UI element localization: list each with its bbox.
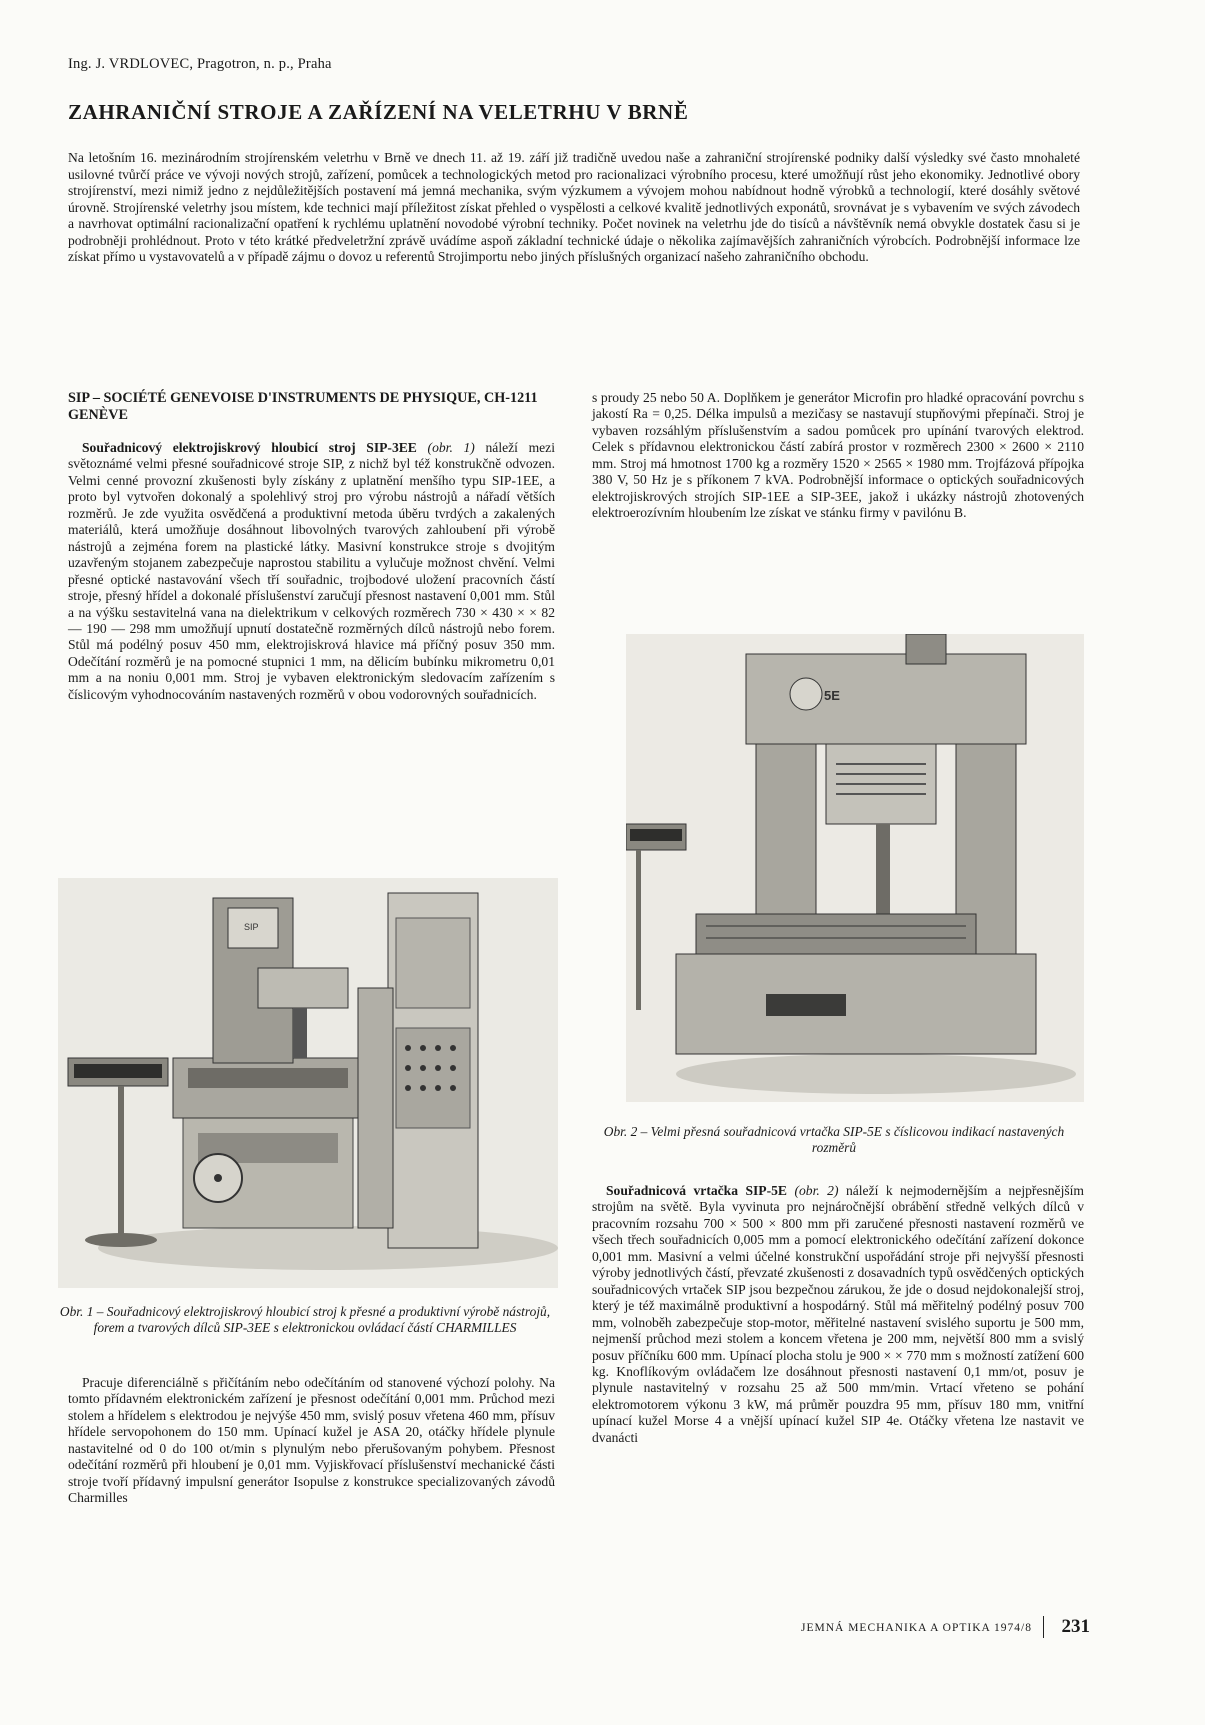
body-sip5e: náleží k nejmodernějším a nejpřesnějším strojům na světě. Byla vyvinuta pro nejnáročnější obrábění středně velkých dílců v pracovním rozsahu 700 × 500 × 800 mm při zaručené přesnosti nastavení rozměrů ve všech třech souřadnicích 0,005 mm a pomocí elektronického odečítání zařízení dokonce 0,001 mm. Masivní a velmi účelné konstrukční uspořádání stroje při nejvyšší přesnosti výroby jednotlivých částí, převzaté zkušenosti z dosavadních typů osvědčených optických souřadnicových vrtaček SIP jsou bezpečnou zárukou, že jde o dosud nejdokonalejší stroj, který je též maximálně produktivní a hospodárný. Stůl má měřitelný podélný posuv 700 mm, volnoběh zabezpečuje stop-motor, měřitelné nastavení svislého suportu je 500 mm, nejmenší průchod mezi stolem a koncem vřetena je 200 mm, největší 800 mm a svislý posuv příčníku 600 mm. Upínací plocha stolu je 900 × × 770 mm s možností zatížení 600 kg. Knoflíkovým ovládačem lze dosáhnout přesnosti nastavení 0,1 mm/ot, posuv je plynule nastavitelný v rozsahu 25 až 500 mm/min. Vrtací vřeteno se pohání elektromotorem výkonu 3 kW, má průměr pouzdra 95 mm, přísuv 180 mm, vnitřní upínací kužel Morse 4 a vnější upínací kužel SIP 4e. Otáčky vřetena lze nastavit ve dvanácti	[592, 1183, 1085, 1445]
figure-2-caption: Obr. 2 – Velmi přesná souřadnicová vrtačka SIP-5E s číslicovou indikací nastavených rozměrů	[603, 1124, 1065, 1155]
machine-sip3ee-illustration	[58, 878, 558, 1288]
right-column-top	[592, 390, 1084, 522]
page-number: 231	[1061, 1616, 1090, 1637]
sip5e-badge-label: 5E	[824, 688, 840, 703]
figure-1-photo	[58, 878, 558, 1288]
body-sip3ee: náleží mezi světoznámé velmi přesné souřadnicové stroje SIP, z nichž byl též konstrukčně odvozen. Velmi cenné provozní zkušenosti byly získány z uplatnění menšího typu SIP-1EE, a proto byl vytvořen dokonalý a spolehlivý stroj pro výrobu nástrojů a nářadí větších rozměrů. Je zde využita osvědčená a produktivní metoda úběru tvrdých a zakalených materiálů, která umožňuje dosáhnout libovolných tvarových zahloubení při výrobě nástrojů a zejména forem na plastické látky. Masivní konstrukce stroje s dvojitým uzavřeným stojanem zabezpečuje naprostou stabilitu a vylučuje možnost chvění. Velmi přesné optické nastavování všech tří souřadnic, trojbodové uložení pracovních částí stroje, přesný hřídel a dokonalé příslušenství zaručují přesnost nastavení 0,001 mm. Stůl a na výšku sestavitelná vana na dielektrikum v celkových rozměrech 730 × 430 × × 82 — 190 — 298 mm umožňují upnutí dostatečně rozměrných dílců nástrojů nebo forem. Stůl má podélný posuv 450 mm, elektrojiskrová hlavice má příčný posuv 350 mm. Odečítání rozměrů je na pomocné stupnici 1 mm, na dělicím bubínku mikrometru 0,01 mm a na noniu 0,001 mm. Stroj je vybaven elektronickým sledovacím zařízením s číslicovým vyhodnocováním nastavených rozměrů v obou vodorovných souřadnicích.	[68, 440, 555, 702]
article-title: ZAHRANIČNÍ STROJE A ZAŘÍZENÍ NA VELETRHU V BRNĚ	[68, 100, 689, 124]
machine-sip5e-illustration	[626, 634, 1084, 1102]
paragraph-sip5e	[592, 1183, 1084, 1446]
lead-sip3ee: Souřadnicový elektrojiskrový hloubicí stroj SIP-3EE	[82, 440, 417, 455]
intro-paragraph: Na letošním 16. mezinárodním strojírenském veletrhu v Brně ve dnech 11. až 19. září již tradičně uvedou naše a zahraniční strojírenské podniky další výsledky své často mnohaleté usilovné tvůrčí práce ve vývoji nových strojů, zařízení, pomůcek a technologických metod pro racionalizaci výrobního procesu, které umožňují růst jeho ekonomiky. Jednotlivé obory strojírenství, mezi nimiž jedno z nejdůležitějších postavení má jemná mechanika, svým výzkumem a vývojem mohou nabídnout hodně výrobků a technologií, které dosáhly světové úrovně. Strojírenské veletrhy jsou místem, kde technici mají příležitost získat přehled o vyspělosti a celkové kvalitě jednotlivých exponátů, srovnávat je s vybavením ve svých závodech a navrhovat optimální racionalizační opatření k rychlému uplatnění novodobé výrobní techniky. Počet novinek na veletrhu jde do tisíců a návštěvník nemá obvykle dostatek času si je podrobněji prohlédnout. Proto v této krátké předveletržní zprávě uvádíme aspoň základní technické údaje o několika zajímavějších zahraničních výrobcích. Podrobnější informace lze získat přímo u vystavovatelů a v případě zájmu o dovoz u referentů Strojimportu nebo jiných příslušných organizací našeho zahraničního obchodu.	[68, 150, 1080, 265]
journal-name: JEMNÁ MECHANIKA A OPTIKA 1974/8	[801, 1622, 1032, 1634]
paragraph-sip3ee-end: s proudy 25 nebo 50 A. Doplňkem je generátor Microfin pro hladké opracování povrchu s jakostí Ra = 0,25. Délka impulsů a mezičasy se nastavují stupňovými přepínači. Stroj je vybaven rozsáhlým příslušenstvím a sadou pomůcek pro upínání tvarových elektrod. Celek s přídavnou elektronickou částí zabírá prostor v rozměrech 2300 × 2600 × 2110 mm. Stroj má hmotnost 1700 kg a rozměry 1520 × 2565 × 1980 mm. Trojfázová přípojka 380 V, 50 Hz je s příkonem 7 kVA. Podrobnější informace o optických souřadnicových elektrojiskrových strojích SIP-1EE a SIP-3EE, jakož i ukázky nástrojů zhotovených elektroerozívním hloubením lze získat ve stánku firmy v pavilónu B.	[592, 390, 1084, 521]
page-footer	[760, 1616, 1090, 1640]
section-heading: SIP – SOCIÉTÉ GENEVOISE D'INSTRUMENTS DE PHYSIQUE, CH-1211 GENÈVE	[68, 390, 538, 423]
figure-2-photo	[626, 634, 1084, 1102]
paragraph-sip3ee	[68, 440, 555, 703]
paragraph-sip3ee-cont: Pracuje diferenciálně s přičítáním nebo odečítáním od stanovené výchozí polohy. Na tomto přídavném elektronickém zařízení je přesnost odečítání 0,001 mm. Průchod mezi stolem a hřídelem s elektrodou je nejvýše 450 mm, svislý posuv vřetena 460 mm, přísuv hřídele servopohonem do 150 mm. Upínací kužel je ASA 20, otáčky hřídele plynule nastavitelné od 0 do 100 ot/min s plynulým nebo přerušovaným pohybem. Přesnost odečítání rozměrů při hloubení je 0,01 mm. Vyjiskřovací příslušenství mechanické části stroje tvoří přídavný impulsní generátor Isopulse z konstrukce specializovaných závodů Charmilles	[68, 1375, 555, 1506]
figure-1-caption: Obr. 1 – Souřadnicový elektrojiskrový hloubicí stroj k přesné a produktivní výrobě nástrojů, forem a tvarových dílců SIP-3EE s elektronickou ovládací částí CHARMILLES	[59, 1304, 551, 1335]
left-column-top	[68, 390, 555, 703]
footer-divider	[1043, 1616, 1044, 1638]
sip-logo-label: SIP	[244, 922, 259, 932]
lead-sip5e: Souřadnicová vrtačka SIP-5E	[606, 1183, 788, 1198]
figure-ref-2: (obr. 2)	[794, 1183, 839, 1198]
right-column-bottom	[592, 1183, 1084, 1446]
author-line: Ing. J. VRDLOVEC, Pragotron, n. p., Praha	[68, 56, 332, 72]
figure-ref-1: (obr. 1)	[427, 440, 475, 455]
left-column-bottom	[68, 1375, 555, 1507]
